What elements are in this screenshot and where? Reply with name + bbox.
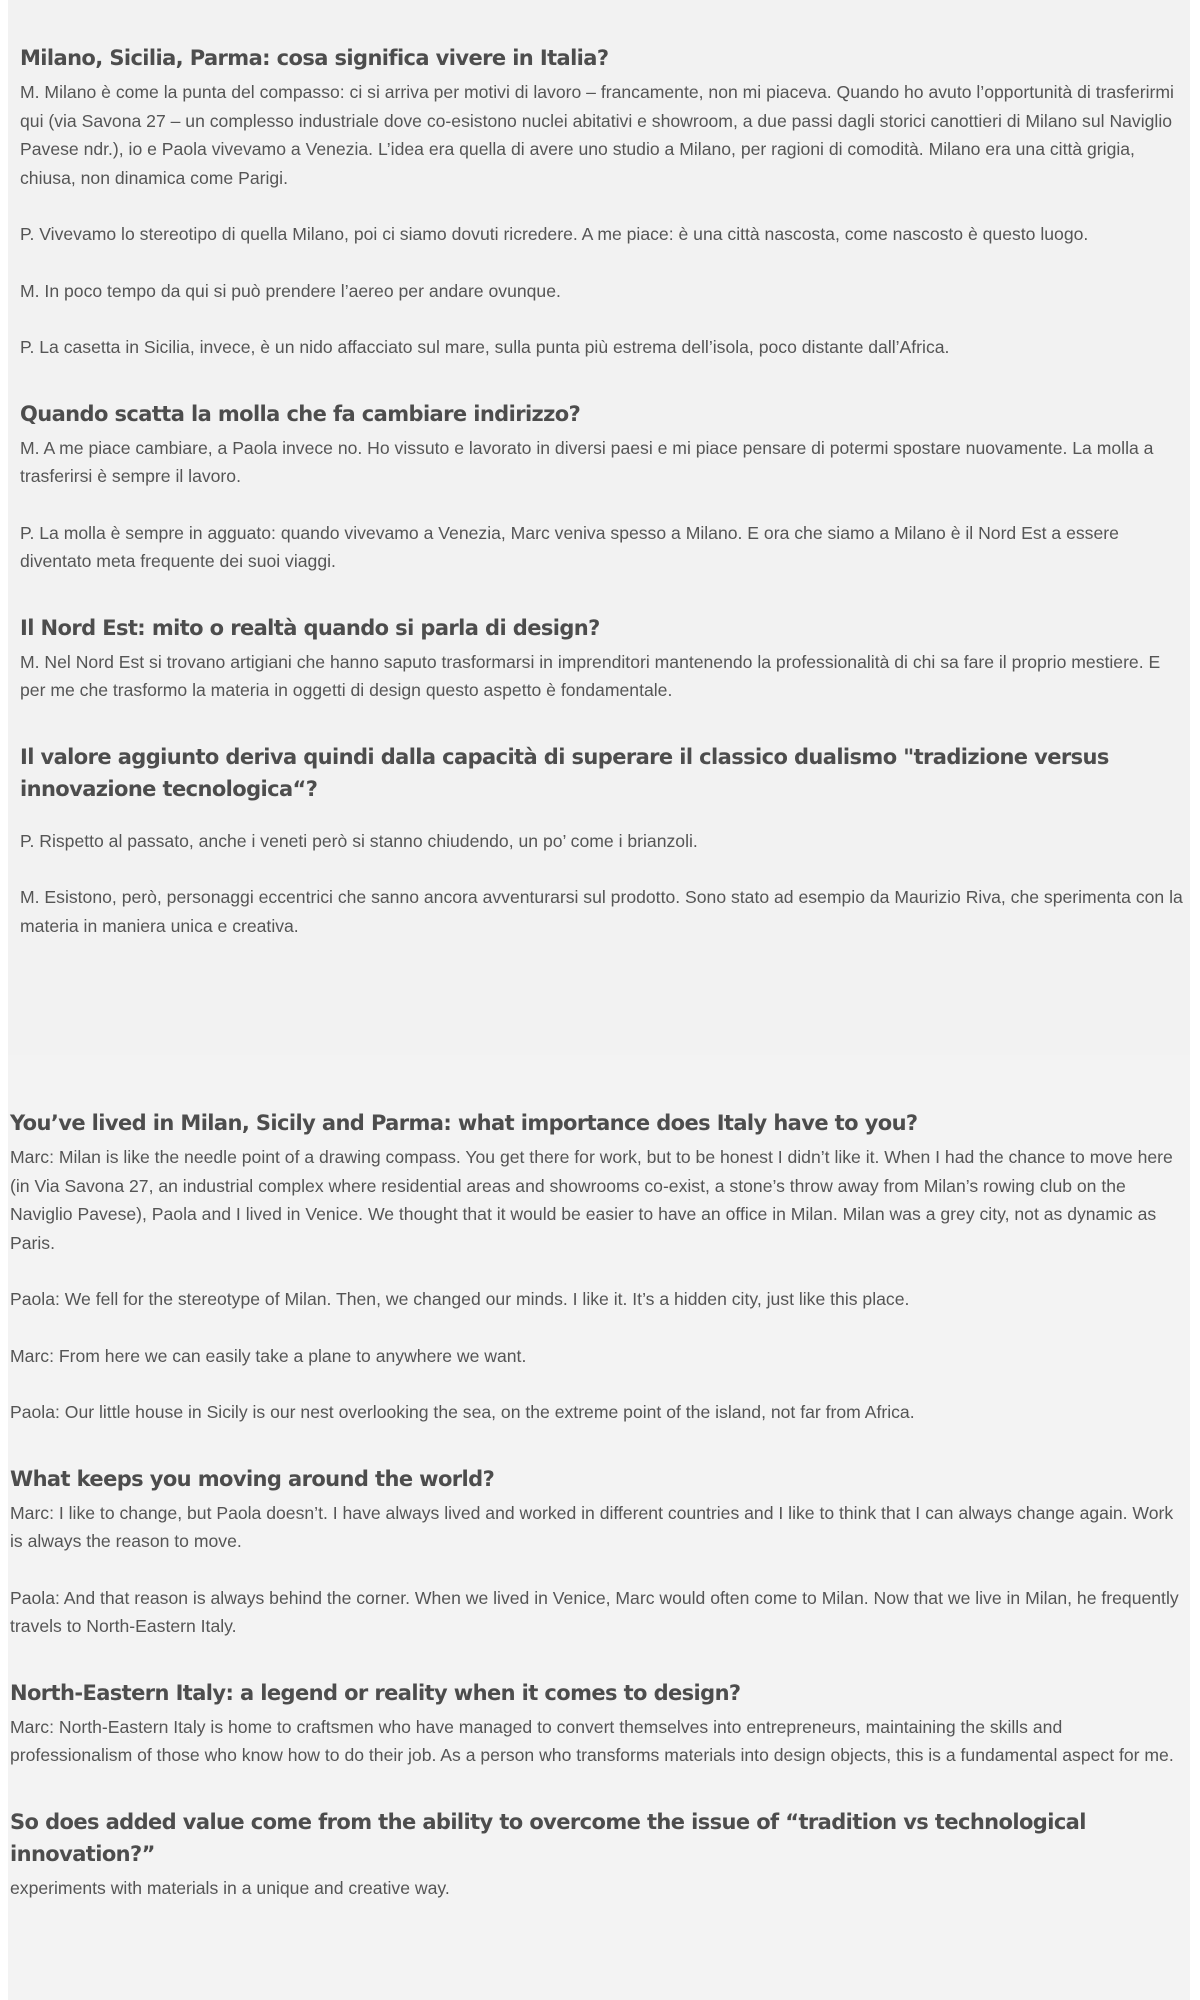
section-heading: You’ve lived in Milan, Sicily and Parma: what importance does Italy have to you? — [10, 1111, 918, 1135]
section-heading: What keeps you moving around the world? — [10, 1466, 495, 1491]
english-interview-panel — [8, 1055, 1190, 2000]
paragraph: M. In poco tempo da qui si può prendere l’aereo per andare ovunque. — [20, 280, 561, 301]
section-heading: Il valore aggiunto deriva quindi dalla capacità di superare il classico dualismo "tradizione versus innovazione tecnologica“? — [20, 744, 1109, 801]
paragraph: M. Milano è come la punta del compasso: ci si arriva per motivi di lavoro – francamente, non mi piaceva. Quando ho avuto l’opportunità di trasferirmi qui (via Savona 27 – un complesso industriale dove co-esistono nuclei abitativi e showroom, a due passi dagli storici canottieri di Milano sul Naviglio Pavese ndr.), io e Paola vivevamo a Venezia. L’idea era quella di avere uno studio a Milano, per ragioni di comodità. Milano era una città grigia, chiusa, non dinamica come Parigi. — [20, 82, 1174, 188]
section-heading: Quando scatta la molla che fa cambiare indirizzo? — [20, 401, 581, 426]
english-content — [10, 1107, 1184, 1902]
paragraph: Paola: And that reason is always behind the corner. When we lived in Venice, Marc would often come to Milan. Now that we live in Milan, he frequently travels to North-Eastern Italy. — [10, 1587, 1179, 1636]
section-heading: Il Nord Est: mito o realtà quando si parla di design? — [20, 615, 600, 640]
section-heading: Milano, Sicilia, Parma: cosa significa vivere in Italia? — [20, 46, 609, 70]
paragraph: M. A me piace cambiare, a Paola invece no. Ho vissuto e lavorato in diversi paesi e mi piace pensare di potermi spostare nuovamente. La molla a trasferirsi è sempre il lavoro. — [20, 437, 1154, 486]
paragraph: Paola: Our little house in Sicily is our nest overlooking the sea, on the extreme point of the island, not far from Africa. — [10, 1402, 915, 1422]
section-heading: So does added value come from the ability to overcome the issue of “tradition vs technological innovation?” — [10, 1809, 1086, 1866]
paragraph: P. La casetta in Sicilia, invece, è un nido affacciato sul mare, sulla punta più estrema dell’isola, poco distante dall’Africa. — [20, 337, 950, 357]
paragraph: P. Rispetto al passato, anche i veneti però si stanno chiudendo, un po’ come i brianzoli. — [20, 830, 698, 851]
paragraph: Marc: North-Eastern Italy is home to craftsmen who have managed to convert themselves into entrepreneurs, maintaining the skills and professionalism of those who know how to do their job. As a person who transforms materials into design objects, this is a fundamental aspect for me. — [10, 1716, 1174, 1765]
paragraph: Marc: Milan is like the needle point of a drawing compass. You get there for work, but to be honest I didn’t like it. When I had the chance to move here (in Via Savona 27, an industrial complex where residential areas and showrooms co-exist, a stone’s throw away from Milan’s rowing club on the Naviglio Pavese), Paola and I lived in Venice. We thought that it would be easier to have an office in Milan. Milan was a grey city, not as dynamic as Paris. — [10, 1147, 1173, 1253]
paragraph: M. Esistono, però, personaggi eccentrici che sanno ancora avventurarsi sul prodotto. Sono stato ad esempio da Maurizio Riva, che sperimenta con la materia in maniera unica e creativa. — [20, 887, 1183, 936]
italian-content — [20, 42, 1184, 940]
italian-interview-panel — [8, 0, 1190, 1055]
paragraph: M. Nel Nord Est si trovano artigiani che hanno saputo trasformarsi in imprenditori mantenendo la professionalità di chi sa fare il proprio mestiere. E per me che trasformo la materia in oggetti di design questo aspetto è fondamentale. — [20, 651, 1161, 700]
paragraph: Marc: I like to change, but Paola doesn’t. I have always lived and worked in different countries and I like to think that I can always change again. Work is always the reason to move. — [10, 1502, 1174, 1551]
section-heading: North-Eastern Italy: a legend or reality when it comes to design? — [10, 1680, 741, 1705]
paragraph: P. Vivevamo lo stereotipo di quella Milano, poi ci siamo dovuti ricredere. A me piace: è una città nascosta, come nascosto è questo luogo. — [20, 224, 1089, 244]
paragraph: Marc: From here we can easily take a plane to anywhere we want. — [10, 1345, 527, 1366]
paragraph: experiments with materials in a unique and creative way. — [10, 1877, 450, 1898]
paragraph: P. La molla è sempre in agguato: quando vivevamo a Venezia, Marc veniva spesso a Milano. E ora che siamo a Milano è il Nord Est a essere diventato meta frequente dei suoi viaggi. — [20, 522, 1119, 571]
paragraph: Paola: We fell for the stereotype of Milan. Then, we changed our minds. I like it. It’s a hidden city, just like this place. — [10, 1289, 910, 1309]
